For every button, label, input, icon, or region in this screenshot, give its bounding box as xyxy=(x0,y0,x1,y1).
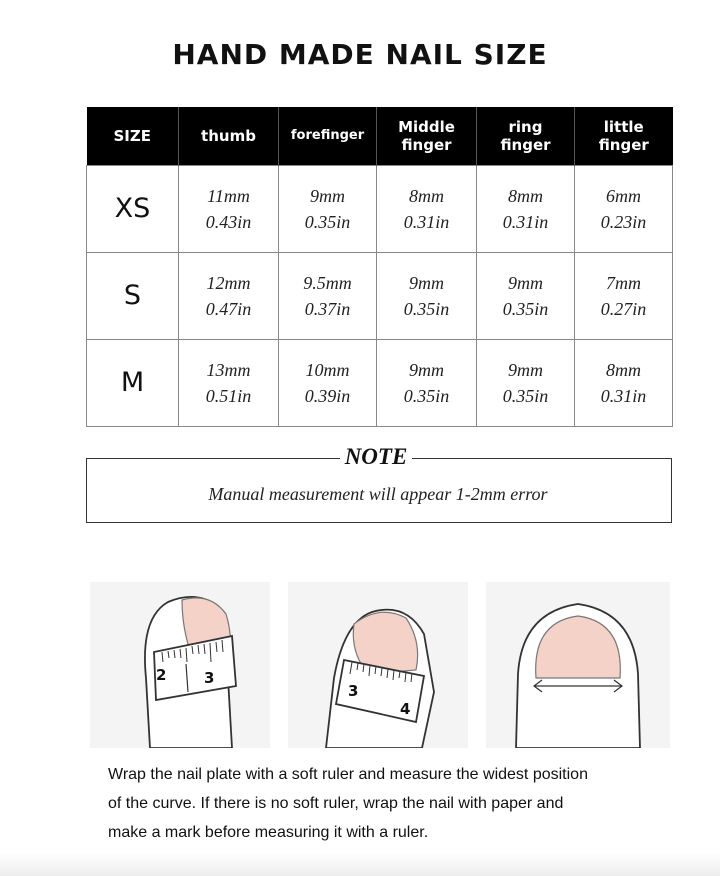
note-title: NOTE xyxy=(344,444,408,469)
illustration-nail-width xyxy=(486,582,670,748)
instruction-line: make a mark before measuring it with a ruler. xyxy=(108,824,429,841)
header-thumb: thumb xyxy=(179,107,279,166)
size-label: XS xyxy=(87,166,179,253)
instruction-line: of the curve. If there is no soft ruler, wrap the nail with paper and xyxy=(108,795,564,812)
illustration-thumb-ruler xyxy=(90,582,270,748)
ruler-number: 2 xyxy=(156,666,167,684)
table-row xyxy=(87,166,673,253)
instruction-line: Wrap the nail plate with a soft ruler and measure the widest position xyxy=(108,766,588,783)
table-cell: 8mm 0.31in xyxy=(575,340,673,427)
table-cell: 9mm 0.35in xyxy=(477,253,575,340)
table-cell: 9mm 0.35in xyxy=(377,340,477,427)
size-label: M xyxy=(87,340,179,427)
table-cell: 13mm 0.51in xyxy=(179,340,279,427)
ruler-number: 3 xyxy=(348,682,359,700)
measurement-instructions xyxy=(108,760,678,847)
header-middle-finger: Middle finger xyxy=(377,107,477,166)
table-row xyxy=(87,340,673,427)
ruler-number: 3 xyxy=(204,669,215,687)
table-row xyxy=(87,253,673,340)
table-cell: 8mm 0.31in xyxy=(377,166,477,253)
header-size: SIZE xyxy=(87,107,179,166)
header-forefinger: forefinger xyxy=(279,107,377,166)
table-cell: 10mm 0.39in xyxy=(279,340,377,427)
header-little-finger: little finger xyxy=(575,107,673,166)
table-cell: 8mm 0.31in xyxy=(477,166,575,253)
table-cell: 9mm 0.35in xyxy=(377,253,477,340)
header-ring-finger: ring finger xyxy=(477,107,575,166)
table-cell: 9mm 0.35in xyxy=(477,340,575,427)
note-text: Manual measurement will appear 1-2mm error xyxy=(208,484,548,504)
table-cell: 7mm 0.27in xyxy=(575,253,673,340)
table-cell: 12mm 0.47in xyxy=(179,253,279,340)
size-label: S xyxy=(87,253,179,340)
table-cell: 9.5mm 0.37in xyxy=(279,253,377,340)
table-header-row xyxy=(87,107,673,166)
table-cell: 6mm 0.23in xyxy=(575,166,673,253)
illustration-finger-ruler xyxy=(288,582,468,748)
table-cell: 11mm 0.43in xyxy=(179,166,279,253)
bottom-shadow xyxy=(0,852,720,876)
page-title: HAND MADE NAIL SIZE xyxy=(172,38,548,71)
ruler-number: 4 xyxy=(400,700,411,718)
table-cell: 9mm 0.35in xyxy=(279,166,377,253)
nail-size-table xyxy=(86,107,673,427)
